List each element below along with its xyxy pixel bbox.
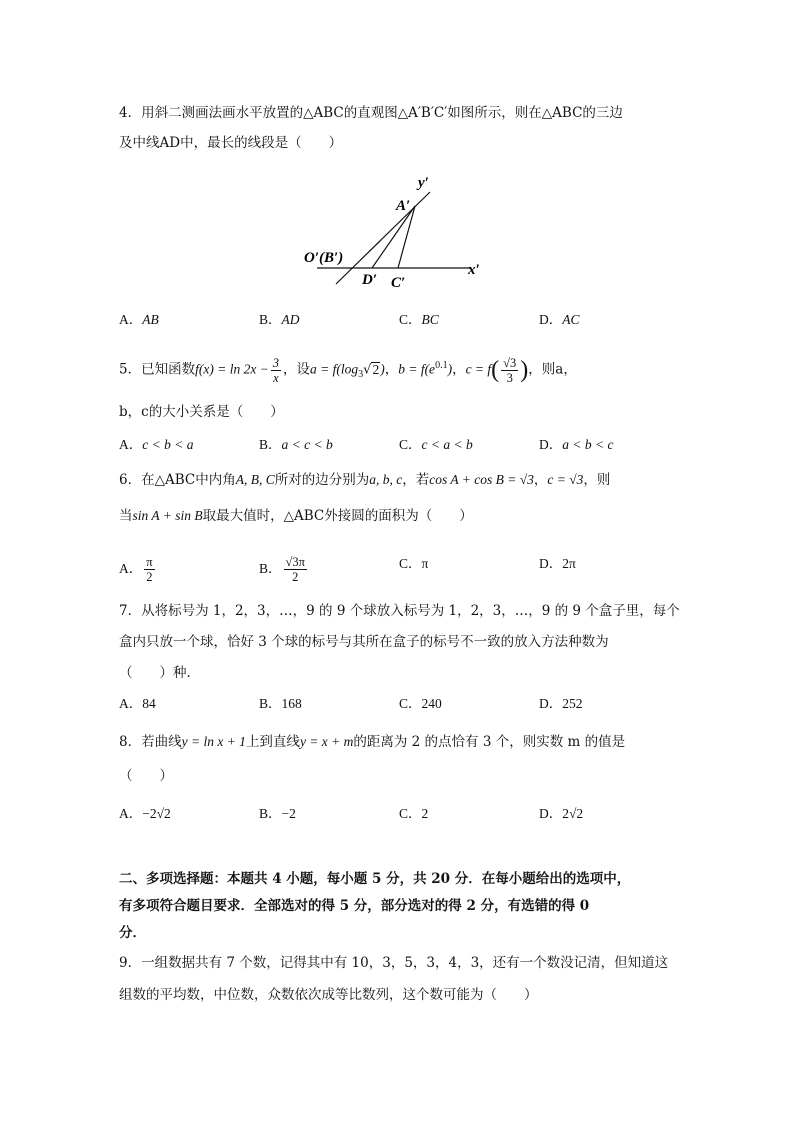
q8-option-b[interactable]: B．−2 bbox=[259, 806, 296, 821]
q5-line2: b，c的大小关系是（ ） bbox=[119, 404, 284, 420]
q6-option-a[interactable]: A． $\frac{\pi}{2}$ bbox=[119, 555, 153, 584]
q8-option-d[interactable]: D．2√2 bbox=[539, 806, 584, 821]
q7-option-b[interactable]: B．168 bbox=[259, 696, 302, 711]
label-x-prime: x′ bbox=[468, 262, 480, 278]
q7-option-d[interactable]: D．252 bbox=[539, 696, 583, 711]
q4-line1: 4．用斜二测画法画水平放置的△ABC的直观图△A′B′C′如图所示，则在△ABC的三边 bbox=[119, 105, 623, 121]
q4-option-b[interactable]: B．AD bbox=[259, 312, 300, 327]
q4-option-c[interactable]: C．BC bbox=[399, 312, 439, 327]
label-a-prime: A′ bbox=[396, 198, 411, 214]
q8-line1: 8．若曲线y = ln x + 1上到直线y = x + m的距离为 2 的点恰有 3 个，则实数 m 的值是 bbox=[119, 734, 626, 750]
q5-option-d[interactable]: D．a < b < c bbox=[539, 437, 614, 452]
q8-options bbox=[119, 803, 719, 825]
q8-line2: （ ） bbox=[119, 768, 173, 784]
label-o-prime: O′(B′) bbox=[304, 250, 344, 266]
q5-line1: 5．已知函数f(x) = ln 2x − $\frac{3}{x}$ ，设$a = f(\log_3√2)$，$b = f(e^{0.1})$，c = f( $\frac{√3}{3}$ )，则a， bbox=[119, 355, 577, 385]
section2-line2: 有多项符合题目要求．全部选对的得 5 分，部分选对的得 2 分，有选错的得 0 bbox=[119, 898, 590, 914]
q7-option-a[interactable]: A．84 bbox=[119, 696, 156, 711]
q6-options bbox=[119, 552, 719, 586]
label-c-prime: C′ bbox=[391, 275, 406, 291]
section2-line1: 二、多项选择题：本题共 4 小题，每小题 5 分，共 20 分．在每小题给出的选项中， bbox=[119, 871, 631, 887]
q7-line2: 盒内只放一个球，恰好 3 个球的标号与其所在盒子的标号不一致的放入方法种数为 bbox=[119, 634, 609, 650]
q5-option-a[interactable]: A．c < b < a bbox=[119, 437, 194, 452]
label-d-prime: D′ bbox=[362, 272, 378, 288]
q6-option-b[interactable]: B． $\frac{√3\pi}{2}$ bbox=[259, 555, 305, 584]
q5-option-c[interactable]: C．c < a < b bbox=[399, 437, 473, 452]
q9-line1: 9．一组数据共有 7 个数，记得其中有 10，3，5，3，4，3，还有一个数没记清，但知道这 bbox=[119, 955, 669, 971]
q7-line3: （ ）种. bbox=[119, 665, 191, 681]
q5-options bbox=[119, 434, 719, 456]
q6-option-d[interactable]: D．2π bbox=[539, 556, 576, 571]
label-y-prime: y′ bbox=[418, 175, 429, 191]
q9-line2: 组数的平均数，中位数，众数依次成等比数列，这个数可能为（ ） bbox=[119, 987, 538, 1003]
section2-line3: 分． bbox=[119, 925, 146, 941]
q7-line1: 7．从将标号为 1，2，3，…，9 的 9 个球放入标号为 1，2，3，…，9 的 9 个盒子里，每个 bbox=[119, 603, 680, 619]
q4-options bbox=[119, 309, 719, 331]
y-axis-line bbox=[336, 192, 430, 284]
q4-option-d[interactable]: D．AC bbox=[539, 312, 580, 327]
q6-line2: 当sin A + sin B取最大值时，△ABC外接圆的面积为（ ） bbox=[119, 508, 473, 524]
q6-line1: 6．在△ABC中内角A, B, C所对的边分别为a, b, c，若cos A + cos B = √3，c = √3，则 bbox=[119, 472, 611, 488]
q7-options bbox=[119, 693, 719, 715]
q8-option-c[interactable]: C．2 bbox=[399, 806, 429, 821]
q8-option-a[interactable]: A．−2√2 bbox=[119, 806, 171, 821]
q4-figure bbox=[300, 170, 500, 295]
q4-option-a[interactable]: A．AB bbox=[119, 312, 159, 327]
q4-line2: 及中线AD中，最长的线段是（ ） bbox=[119, 135, 343, 151]
q5-option-b[interactable]: B．a < c < b bbox=[259, 437, 333, 452]
q7-option-c[interactable]: C．240 bbox=[399, 696, 442, 711]
q6-option-c[interactable]: C．π bbox=[399, 556, 429, 571]
median-line bbox=[372, 206, 415, 268]
q5-c-frac: $\frac{√3}{3}$ bbox=[503, 355, 517, 385]
q5-frac: $\frac{3}{x}$ bbox=[272, 355, 280, 385]
